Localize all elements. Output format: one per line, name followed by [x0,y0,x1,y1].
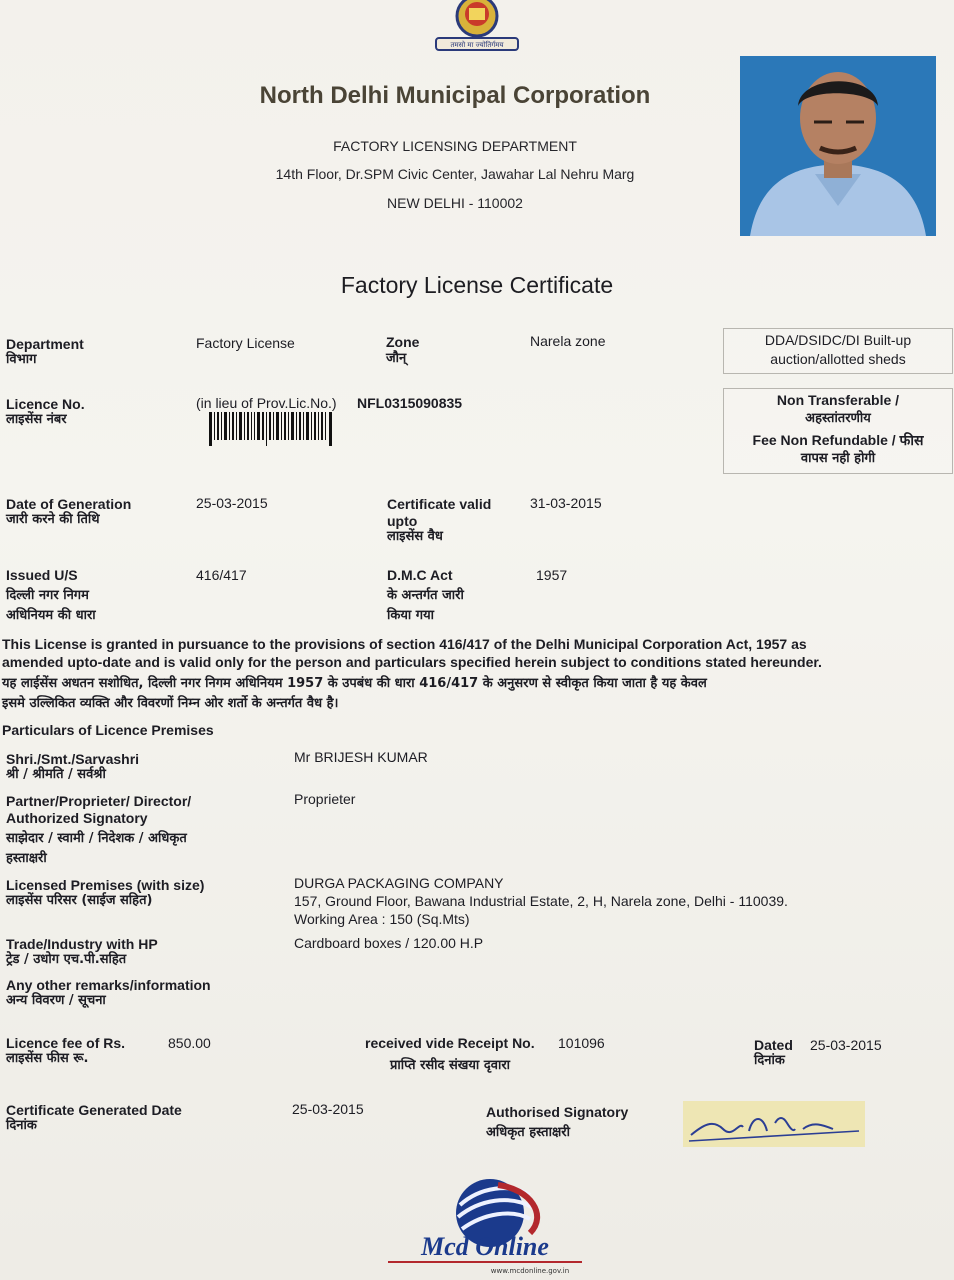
emblem-motto: तमसो मा ज्योतिर्गमय [450,41,504,49]
receipt-label: received vide Receipt No. [365,1035,535,1051]
role-label-hindi-2: हस्ताक्षरी [6,851,47,866]
date-generation-label: Date of Generation [6,496,132,512]
zone-value: Narela zone [530,333,606,349]
mcd-online-url: www.mcdonline.gov.in [490,1267,570,1275]
issued-us-label-hindi-1: दिल्ली नगर निगम [6,588,89,603]
authorised-signature [683,1101,865,1147]
licence-no-prefix: (in lieu of Prov.Lic.No.) [196,395,337,411]
address-line-1: 14th Floor, Dr.SPM Civic Center, Jawahar Lal Nehru Marg [275,166,635,182]
non-transferable-line-1: Non Transferable / [776,392,900,408]
applicant-photo [740,56,936,236]
dmc-act-label: D.M.C Act [387,567,453,583]
statement-hi-line-2: इसमे उल्लिकित व्यक्ति और विवरणों निम्न ओर शर्तो के अन्तर्गत वैध है। [2,696,339,711]
department-label-hindi: विभाग [6,352,37,367]
address-line-2: NEW DELHI - 110002 [387,195,523,211]
signatory-label: Authorised Signatory [486,1104,629,1120]
licence-barcode [209,412,333,446]
trade-label: Trade/Industry with HP [6,936,158,952]
signatory-label-hindi: अधिकृत हस्ताक्षरी [486,1125,570,1140]
generated-date-label: Certificate Generated Date [6,1102,182,1118]
role-label: Partner/Proprieter/ Director/ [6,793,192,809]
trade-value: Cardboard boxes / 120.00 H.P [294,935,484,951]
remarks-label-hindi: अन्य विवरण / सूचना [6,993,106,1008]
receipt-number: 101096 [558,1035,605,1051]
name-value: Mr BRIJESH KUMAR [294,749,428,765]
role-label-hindi-1: साझेदार / स्वामी / निदेशक / अधिकृत [6,831,187,846]
date-generation-value: 25-03-2015 [196,495,268,511]
non-transferable-line-2: अहस्तांतरणीय [805,411,871,426]
department-value: Factory License [196,335,295,351]
dmc-act-label-hindi-1: के अन्तर्गत जारी [387,588,464,603]
premises-label: Licensed Premises (with size) [6,877,205,893]
dated-value: 25-03-2015 [810,1037,882,1053]
shed-type-box [723,328,953,374]
statement-en-line-1: This License is granted in pursuance to the provisions of section 416/417 of the Delhi Municipal Corporation Act, 1957 as [2,636,807,652]
dmc-act-value: 1957 [536,567,568,583]
valid-upto-label-2: upto [387,513,418,529]
dmc-act-label-hindi-2: किया गया [387,608,435,623]
valid-upto-label-hindi: लाइसेंस वैध [387,529,443,544]
fee-label: Licence fee of Rs. [6,1035,126,1051]
licence-no-value: NFL0315090835 [357,395,463,411]
particulars-heading: Particulars of Licence Premises [2,722,214,738]
certificate-title: Factory License Certificate [340,272,614,298]
valid-upto-value: 31-03-2015 [530,495,602,511]
mcd-online-logo-text: Mcd Online [421,1232,549,1261]
issued-us-value: 416/417 [196,567,247,583]
dated-label-hindi: दिनांक [754,1053,785,1068]
issued-us-label: Issued U/S [6,567,78,583]
dated-label: Dated [754,1037,793,1053]
generated-date-label-hindi: दिनांक [6,1118,37,1133]
fee-non-refundable-line-1: Fee Non Refundable / फीस [752,432,924,448]
date-generation-label-hindi: जारी करने की तिथि [6,512,100,527]
remarks-label: Any other remarks/information [6,977,211,993]
trade-label-hindi: ट्रेड / उधोग एच.पी.सहित [6,952,127,967]
zone-label-hindi: जौन् [386,351,407,366]
premises-working-area: Working Area : 150 (Sq.Mts) [294,911,470,927]
statement-en-line-2: amended upto-date and is valid only for the person and particulars specified herein subject to conditions stated hereunder. [2,654,822,670]
premises-label-hindi: लाइसेंस परिसर (साईज सहित) [6,893,153,908]
licence-no-label-hindi: लाइसेंस नंबर [6,412,67,427]
zone-label: Zone [386,334,420,350]
shed-type-line-2: auction/allotted sheds [770,351,906,367]
premises-company: DURGA PACKAGING COMPANY [294,875,504,891]
issued-us-label-hindi-2: अधिनियम की धारा [6,608,96,623]
generated-date-value: 25-03-2015 [292,1101,364,1117]
fee-value: 850.00 [168,1035,211,1051]
department-name: FACTORY LICENSING DEPARTMENT [333,138,577,154]
fee-non-refundable-line-2: वापस नही होगी [800,451,876,466]
valid-upto-label: Certificate valid [387,496,492,512]
name-label-hindi: श्री / श्रीमति / सर्वश्री [6,767,106,782]
role-value: Proprieter [294,791,356,807]
mcd-online-logo [380,1175,590,1280]
corporation-name: North Delhi Municipal Corporation [259,82,651,109]
receipt-label-hindi: प्राप्ति रसीद संखया दृवारा [390,1058,511,1073]
name-label: Shri./Smt./Sarvashri [6,751,140,767]
shed-type-line-1: DDA/DSIDC/DI Built-up [764,332,912,348]
fee-label-hindi: लाइसेंस फीस रू. [6,1051,89,1066]
premises-address: 157, Ground Floor, Bawana Industrial Estate, 2, H, Narela zone, Delhi - 110039. [294,893,788,909]
department-label: Department [6,336,84,352]
role-label-2: Authorized Signatory [6,810,148,826]
corporation-emblem [430,0,524,58]
licence-no-label: Licence No. [6,396,85,412]
non-transferable-box [723,388,953,474]
statement-hi-line-1: यह लाईसेंस अधतन सशोधित, दिल्ली नगर निगम अधिनियम 1957 के उपबंध की धारा 416/417 के अनुसरण से स्वीकृत किया जाता है यह केवल [2,676,707,691]
